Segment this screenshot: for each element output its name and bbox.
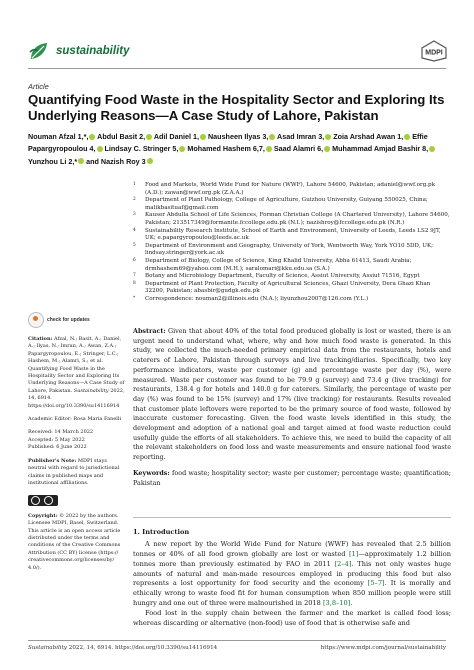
abstract: Abstract: Given that about 40% of the total food produced globally is lost or wasted, there is an urgent need to understand what, where, why and how much food waste is generated. In this study, we collected the much-needed primary empirical data from the restaurants, hotels and caterers of Lahore, Pakistan through surveys and live tracking/diaries. Specifically, two key performance indicators, waste per customer (g) and percentage waste per day (%), were measured. Waste per customer was found to be 79.9 g (survey) and 73.4 g (live tracking) for restaurants, 138.4 g for hotels and 140.0 g for caterers. Similarly, the percentage of waste per day (%) was found to be 15% (survey) and 17% (live tracking) for restaurants. Results revealed that customer plate leftovers were reported to be the primary source of food waste, followed by inaccurate customer forecasting. Given the food waste levels identified in this study, the development and adoption of a national goal and target aimed at food waste reduction could usefully guide the efforts of all stakeholders. To achieve this, we need to build the capacity of all the relevant stakeholders on food loss and waste measurements and ensure national food waste reporting. — [133, 327, 451, 462]
orcid-icon[interactable] — [78, 158, 84, 164]
reference-link[interactable]: [2–4] — [334, 559, 352, 568]
footer-citation: Sustainability 2022, 14, 6914. https://doi.org/10.3390/su14116914 — [28, 645, 218, 651]
journal-header — [28, 38, 448, 68]
reference-link[interactable]: [5–7] — [367, 579, 385, 588]
orcid-icon[interactable] — [269, 134, 275, 140]
orcid-icon[interactable] — [89, 134, 95, 140]
check-for-updates-badge[interactable] — [28, 312, 126, 328]
affiliation-item: 3 Kauser Abdulla School of Life Sciences, Forman Christian College (A Chartered University), Lahore 54600, Pakistan; 213517349@formanite.fccollege.edu.pk (N.I.); nazishroy@fccollege.edu.pk (N.R.) — [133, 212, 450, 226]
orcid-icon[interactable] — [429, 146, 435, 152]
leaf-logo-icon — [28, 40, 50, 62]
author-name[interactable]: Yunzhou Li 2,* — [28, 156, 78, 166]
check-updates-icon — [28, 312, 44, 328]
orcid-icon[interactable] — [200, 134, 206, 140]
author-list — [28, 131, 448, 168]
author-name[interactable]: Lindsay C. Stringer 5, — [104, 144, 179, 154]
affiliation-item: 2 Department of Plant Pathology, College of Agriculture, Guizhou University, Guiyang 550025, China; malikbasituaf@gmail.com — [133, 197, 428, 211]
article-sidebar — [28, 312, 126, 578]
reference-link[interactable]: [3,8–10] — [322, 599, 351, 608]
author-name[interactable]: Effie Papargyropoulou 4, — [28, 132, 428, 154]
affiliation-item: 6 Department of Biology, College of Science, King Khalid University, Abha 61413, Saudi Arabia; drmhashem69@yahoo.com (M.H.); saralomari@kku.edu.sa (S.A.) — [133, 257, 412, 272]
author-name[interactable]: Nouman Afzal 1,*, — [28, 132, 89, 141]
intro-paragraph: A new report by the World Wide Fund for Nature (WWF) has revealed that 2.5 billion tonnes or 40% of all food grown globally are lost or wasted [1]—approximately 1.2 billion tonnes more than previously estimated by FAO in 2011 [2–4]. This not only wastes huge amounts of natural and man-made resources employed in producing this food but also represents a lost opportunity for food security and the economy [5–7]. It is morally and ethically wrong to waste food fit for human consumption when 850 million people were still hungry and one out of three were malnourished in 2018 [3,8–10]. — [133, 540, 451, 608]
affiliation-item: 8 Department of Plant Protection, Faculty of Agricultural Sciences, Ghazi University, Dera Ghazi Khan 32200, Pakistan; abasbir@gudgk.edu.pk — [133, 280, 431, 295]
svg-text:MDPI: MDPI — [425, 49, 443, 57]
mdpi-logo-icon[interactable] — [420, 40, 448, 62]
orcid-icon[interactable] — [146, 134, 152, 140]
orcid-icon[interactable] — [404, 134, 410, 140]
check-updates-label: check for updates — [47, 317, 90, 323]
citation-block: Citation: Afzal, N.; Basit, A.; Daniel, A.; Ilyas, N.; Imran, A.; Awan, Z.A.; Papargyropoulou, E.; Stringer, L.C.; Hashem, M.; Alamri, S.; et al. Quantifying Food Waste in the Hospitality Sector and Exploring Its Underlying Reasons—A Case Study of Lahore, Pakistan. Sustainability 2022, 14, 6914. https://doi.org/10.3390/su14116914 — [28, 336, 125, 409]
orcid-icon[interactable] — [147, 158, 153, 164]
author-name[interactable]: and Nazish Roy 3 — [86, 156, 146, 166]
author-name[interactable]: Abdul Basit 2, — [97, 132, 146, 141]
publisher-note: Publisher's Note: MDPI stays neutral with regard to jurisdictional claims in published maps and institutional affiliations. — [28, 457, 120, 486]
copyright-note: Copyright: © 2022 by the authors. Licensee MDPI, Basel, Switzerland. This article is an open access article distributed under the terms and conditions of the Creative Commons Attribution (CC BY) license (https:// creativecommons.org/licenses/by/ 4.0/). — [28, 512, 121, 571]
author-name[interactable]: Nausheen Ilyas 3, — [207, 132, 269, 141]
affiliation-item: 4 Sustainability Research Institute, School of Earth and Environment, University of Leeds, Leeds LS2 9JT, UK; e.papargyropoulou@leeds.ac.uk — [133, 227, 441, 242]
academic-editor: Academic Editor: Rosa Maria Fanelli — [28, 416, 122, 423]
introduction-body — [133, 540, 451, 629]
section-heading: 1. Introduction — [133, 528, 190, 536]
orcid-icon[interactable] — [325, 134, 331, 140]
affiliation-item: 1 Food and Markets, World Wide Fund for Nature (WWF), Lahore 54600, Pakistan; adaniel@wwf.org.pk (A.D.); zawan@wwf.org.pk (Z.A.A.) — [133, 182, 436, 196]
author-name[interactable]: Saad Alamri 6, — [273, 144, 324, 154]
affiliation-item: 7 Botany and Microbiology Department, Faculty of Science, Assiut University, Assiut 71516, Egypt — [133, 273, 420, 280]
header-divider — [28, 68, 446, 69]
author-name[interactable]: Zoia Arshad Awan 1, — [333, 132, 404, 141]
footer-divider — [28, 640, 446, 641]
section-divider — [133, 517, 451, 518]
footer-journal-url[interactable]: https://www.mdpi.com/journal/sustainability — [320, 645, 446, 651]
author-name[interactable]: Muhammad Amjad Bashir 8, — [332, 144, 429, 154]
author-name[interactable]: Mohamed Hashem 6,7, — [187, 144, 265, 154]
keywords: Keywords: food waste; hospitality sector; waste per customer; percentage waste; quantification; Pakistan — [133, 468, 451, 487]
article-type-label: Article — [28, 82, 49, 91]
abstract-section — [133, 327, 451, 488]
orcid-icon[interactable] — [97, 146, 103, 152]
reference-link[interactable]: [1] — [348, 549, 359, 558]
intro-paragraph: Food lost in the supply chain between the farmer and the market is called food loss; whereas discarding or alternative (non-food) use of food that is otherwise safe and — [133, 608, 451, 627]
orcid-icon[interactable] — [324, 146, 330, 152]
author-name[interactable]: Asad Imran 3, — [277, 132, 325, 141]
publication-dates: Received: 14 March 2022 Accepted: 5 May 2022 Published: 6 June 2022 — [28, 429, 94, 451]
affiliation-list — [133, 182, 451, 304]
orcid-icon[interactable] — [266, 146, 272, 152]
creative-commons-icon[interactable] — [28, 495, 58, 506]
affiliation-item: 5 Department of Environment and Geography, University of York, Wentworth Way, York YO10 5DD, UK; lindsay.stringer@york.ac.uk — [133, 242, 434, 257]
author-name[interactable]: Adil Daniel 1, — [153, 132, 199, 141]
article-title: Quantifying Food Waste in the Hospitality Sector and Exploring Its Underlying Reasons—A Case Study of Lahore, Pakistan — [28, 92, 445, 123]
correspondence-item: * Correspondence: nouman2@illinois.edu (N.A.); liyunzhou2007@126.com (Y.L.) — [133, 295, 369, 302]
journal-name[interactable]: sustainability — [56, 45, 130, 57]
orcid-icon[interactable] — [179, 146, 185, 152]
